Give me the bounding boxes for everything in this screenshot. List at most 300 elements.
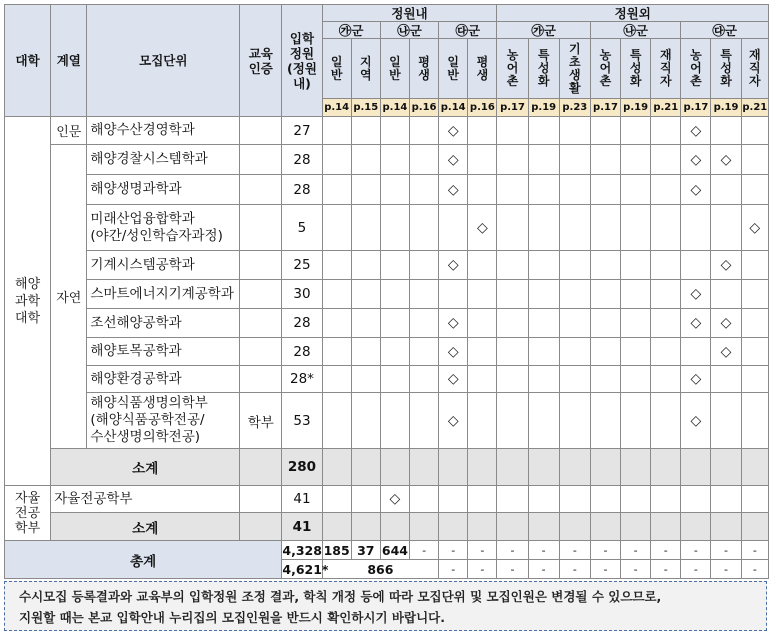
table-row — [5, 309, 769, 338]
mark-cell: ◇ — [439, 338, 468, 366]
quota-cell: 41 — [282, 486, 322, 513]
unit-name: 해양환경공학과 — [90, 370, 182, 387]
subtotal-empty — [351, 513, 380, 541]
page-ref: p.17 — [590, 99, 620, 117]
total-dash: - — [651, 541, 681, 560]
subtotal-empty — [651, 449, 681, 486]
subtotal-empty — [351, 449, 380, 486]
cert-cell — [240, 280, 282, 309]
mark-cell: ◇ — [711, 338, 741, 366]
page-ref: p.23 — [559, 99, 590, 117]
subtotal-blank — [240, 449, 282, 486]
page-ref: p.14 — [439, 99, 468, 117]
mark-cell — [322, 366, 351, 393]
mark-cell — [711, 175, 741, 205]
page-ref: p.14 — [380, 99, 409, 117]
quota-table — [4, 4, 769, 579]
header-col-label: 일반 — [389, 54, 401, 82]
unit-name: 해양식품생명의학부 — [90, 395, 208, 411]
mark-cell — [590, 117, 620, 145]
subtotal-row — [5, 449, 769, 486]
mark-cell — [351, 280, 380, 309]
page-ref: p.17 — [681, 99, 711, 117]
mark-cell — [468, 280, 497, 309]
mark-cell — [468, 251, 497, 280]
subtotal-empty — [439, 513, 468, 541]
table-row — [5, 338, 769, 366]
quota-cell: 27 — [282, 117, 322, 145]
quota-cell: 53 — [282, 393, 322, 449]
mark-cell: ◇ — [681, 280, 711, 309]
header-col-6 — [497, 39, 528, 99]
header-col-14 — [741, 39, 768, 99]
mark-cell — [468, 145, 497, 175]
mark-cell — [681, 251, 711, 280]
mark-cell — [528, 393, 559, 449]
mark-cell — [322, 175, 351, 205]
header-col-4 — [439, 39, 468, 99]
header-col-12 — [681, 39, 711, 99]
header-college: 대학 — [5, 5, 51, 117]
mark-cell — [322, 393, 351, 449]
header-col-10 — [621, 39, 651, 99]
mark-cell — [410, 145, 439, 175]
mark-cell — [621, 145, 651, 175]
page-ref: p.16 — [410, 99, 439, 117]
subtotal-empty — [322, 513, 351, 541]
mark-cell — [590, 175, 620, 205]
notice-line-2: 지원할 때는 본교 입학안내 누리집의 모집인원을 반드시 확인하시기 바랍니다. — [19, 610, 445, 625]
header-col-3 — [410, 39, 439, 99]
unit-name: 조선해양공학과 — [90, 314, 182, 331]
header-out-da: ㉰군 — [681, 22, 769, 39]
mark-cell — [410, 175, 439, 205]
subtotal-empty — [651, 513, 681, 541]
mark-cell — [741, 393, 768, 449]
header-in-quota: 정원내 — [322, 5, 497, 22]
mark-cell — [528, 338, 559, 366]
subtotal-empty — [410, 513, 439, 541]
unit-cell — [87, 309, 240, 338]
mark-cell — [741, 175, 768, 205]
mark-cell — [741, 145, 768, 175]
mark-cell — [621, 393, 651, 449]
unit-name: 미래산업융합학과 — [90, 210, 195, 227]
mark-cell — [741, 251, 768, 280]
subtotal-empty — [468, 513, 497, 541]
mark-cell: ◇ — [711, 309, 741, 338]
mark-cell — [528, 486, 559, 513]
total-dash: - — [528, 560, 559, 579]
table-row — [5, 251, 769, 280]
unit-cell — [87, 338, 240, 366]
header-in-ga: ㉮군 — [322, 22, 380, 39]
cert-cell — [240, 366, 282, 393]
mark-cell — [380, 309, 409, 338]
table-row — [5, 205, 769, 251]
mark-cell — [351, 393, 380, 449]
mark-cell — [497, 251, 528, 280]
field-cell: 자연 — [51, 145, 87, 449]
total-dash: - — [497, 541, 528, 560]
total-dash: - — [711, 541, 741, 560]
mark-cell — [651, 309, 681, 338]
mark-cell — [439, 486, 468, 513]
mark-cell — [621, 251, 651, 280]
header-in-da: ㉰군 — [439, 22, 497, 39]
mark-cell: ◇ — [439, 117, 468, 145]
mark-cell — [528, 175, 559, 205]
header-col-label: 일반 — [447, 54, 459, 82]
header-col-label: 농어촌 — [506, 48, 519, 88]
total-dash: - — [559, 541, 590, 560]
subtotal-empty — [741, 513, 768, 541]
mark-cell — [711, 117, 741, 145]
page-ref: p.14 — [322, 99, 351, 117]
mark-cell — [621, 309, 651, 338]
table-row — [5, 145, 769, 175]
total-dash: - — [410, 541, 439, 560]
unit-cell — [87, 175, 240, 205]
mark-cell — [410, 205, 439, 251]
page-ref: p.15 — [351, 99, 380, 117]
subtotal-empty — [322, 449, 351, 486]
mark-cell — [351, 145, 380, 175]
mark-cell — [468, 338, 497, 366]
cert-cell — [240, 251, 282, 280]
mark-cell — [651, 393, 681, 449]
unit-name-sub: (해양식품공학전공/ — [90, 412, 205, 428]
subtotal-empty — [681, 449, 711, 486]
mark-cell — [681, 486, 711, 513]
mark-cell: ◇ — [681, 145, 711, 175]
total-dash: - — [621, 541, 651, 560]
page-ref: p.19 — [621, 99, 651, 117]
mark-cell — [351, 205, 380, 251]
unit-name-sub: 수산생명의학전공) — [90, 429, 201, 445]
table-row — [5, 175, 769, 205]
header-col-label: 특성화 — [720, 48, 732, 88]
mark-cell: ◇ — [681, 309, 711, 338]
header-col-9 — [590, 39, 620, 99]
mark-cell — [741, 486, 768, 513]
mark-cell — [380, 393, 409, 449]
mark-cell — [322, 145, 351, 175]
total-dash: - — [621, 560, 651, 579]
unit-name: 해양토목공학과 — [90, 343, 182, 359]
mark-cell: ◇ — [711, 251, 741, 280]
mark-cell — [410, 366, 439, 393]
subtotal-label: 소계 — [51, 449, 240, 486]
total-dash: - — [741, 541, 768, 560]
mark-cell — [559, 205, 590, 251]
page-ref: p.16 — [468, 99, 497, 117]
mark-cell — [590, 366, 620, 393]
table-row — [5, 393, 769, 449]
mark-cell — [380, 251, 409, 280]
college-cell — [5, 486, 51, 541]
subtotal-row — [5, 513, 769, 541]
mark-cell — [322, 251, 351, 280]
quota-cell: 28 — [282, 309, 322, 338]
total-dash: - — [590, 541, 620, 560]
mark-cell: ◇ — [380, 486, 409, 513]
mark-cell — [651, 175, 681, 205]
mark-cell — [590, 338, 620, 366]
mark-cell — [410, 309, 439, 338]
mark-cell — [681, 205, 711, 251]
mark-cell — [322, 309, 351, 338]
mark-cell — [497, 366, 528, 393]
mark-cell — [559, 366, 590, 393]
total-label: 총계 — [5, 541, 282, 579]
header-col-8 — [559, 39, 590, 99]
mark-cell — [468, 175, 497, 205]
mark-cell — [621, 117, 651, 145]
cert-cell: 학부 — [240, 393, 282, 449]
header-col-label: 지역 — [359, 54, 372, 82]
mark-cell — [651, 205, 681, 251]
mark-cell — [528, 205, 559, 251]
page-ref: p.19 — [711, 99, 741, 117]
total-dash: - — [497, 560, 528, 579]
subtotal-empty — [528, 449, 559, 486]
mark-cell — [590, 145, 620, 175]
subtotal-empty — [410, 449, 439, 486]
subtotal-empty — [681, 513, 711, 541]
unit-name: 해양수산경영학과 — [90, 122, 195, 138]
unit-cell — [87, 145, 240, 175]
subtotal-empty — [380, 513, 409, 541]
header-col-label: 재직자 — [749, 48, 761, 88]
total-dash: - — [711, 560, 741, 579]
header-col-13 — [711, 39, 741, 99]
quota-cell: 28* — [282, 366, 322, 393]
total-dash: - — [681, 560, 711, 579]
mark-cell — [351, 338, 380, 366]
subtotal-empty — [559, 513, 590, 541]
cert-cell — [240, 175, 282, 205]
mark-cell — [380, 175, 409, 205]
mark-cell — [439, 280, 468, 309]
table-row — [5, 486, 769, 513]
subtotal-empty — [468, 449, 497, 486]
notice-line-1: 수시모집 등록결과와 교육부의 입학정원 조정 결과, 학칙 개정 등에 따라 모집단위 및 모집인원은 변경될 수 있으므로, — [19, 589, 662, 604]
mark-cell — [711, 366, 741, 393]
total-dash: - — [590, 560, 620, 579]
mark-cell — [651, 117, 681, 145]
unit-name: 스마트에너지기계공학과 — [90, 285, 234, 302]
mark-cell — [497, 205, 528, 251]
mark-cell — [497, 280, 528, 309]
mark-cell — [380, 205, 409, 251]
mark-cell: ◇ — [681, 366, 711, 393]
mark-cell — [741, 338, 768, 366]
header-col-2 — [380, 39, 409, 99]
mark-cell — [651, 486, 681, 513]
header-col-label: 농어촌 — [690, 48, 702, 88]
unit-cell — [87, 393, 240, 449]
unit-name: 기계시스템공학과 — [90, 256, 195, 273]
mark-cell — [559, 117, 590, 145]
mark-cell — [590, 309, 620, 338]
quota-cell: 28 — [282, 338, 322, 366]
mark-cell: ◇ — [711, 145, 741, 175]
mark-cell — [497, 486, 528, 513]
header-col-11 — [651, 39, 681, 99]
subtotal-empty — [621, 513, 651, 541]
unit-cell — [87, 280, 240, 309]
total-value: 644 — [381, 542, 408, 558]
subtotal-empty — [711, 449, 741, 486]
mark-cell — [468, 393, 497, 449]
mark-cell — [351, 175, 380, 205]
mark-cell — [351, 486, 380, 513]
notice-box — [4, 581, 767, 631]
mark-cell — [468, 486, 497, 513]
mark-cell — [651, 338, 681, 366]
mark-cell — [559, 251, 590, 280]
total-row — [5, 541, 769, 560]
mark-cell — [497, 117, 528, 145]
mark-cell — [468, 117, 497, 145]
unit-name-sub: (야간/성인학습자과정) — [90, 227, 223, 244]
mark-cell: ◇ — [439, 366, 468, 393]
mark-cell — [410, 117, 439, 145]
mark-cell — [528, 145, 559, 175]
mark-cell — [681, 338, 711, 366]
mark-cell — [468, 366, 497, 393]
subtotal-value: 280 — [282, 449, 322, 486]
mark-cell — [322, 205, 351, 251]
unit-cell: 자율전공학부 — [51, 486, 240, 513]
mark-cell — [528, 280, 559, 309]
subtotal-empty — [711, 513, 741, 541]
mark-cell — [651, 251, 681, 280]
mark-cell: ◇ — [468, 205, 497, 251]
mark-cell — [621, 280, 651, 309]
header-col-label: 일반 — [330, 54, 343, 82]
header-col-label: 특성화 — [537, 48, 550, 88]
total-dash: - — [681, 541, 711, 560]
mark-cell — [380, 145, 409, 175]
total-dash: - — [528, 541, 559, 560]
mark-cell: ◇ — [439, 145, 468, 175]
total-dash: - — [468, 560, 497, 579]
mark-cell — [410, 486, 439, 513]
mark-cell — [322, 280, 351, 309]
college-name: 해양과학대학 — [15, 276, 41, 326]
mark-cell — [497, 175, 528, 205]
mark-cell — [439, 205, 468, 251]
mark-cell — [410, 280, 439, 309]
mark-cell — [497, 145, 528, 175]
mark-cell — [528, 117, 559, 145]
mark-cell — [651, 280, 681, 309]
quota-cell: 30 — [282, 280, 322, 309]
mark-cell — [621, 338, 651, 366]
header-col-5 — [468, 39, 497, 99]
mark-cell — [351, 309, 380, 338]
mark-cell — [559, 280, 590, 309]
field-cell: 인문 — [51, 117, 87, 145]
page-ref: p.21 — [651, 99, 681, 117]
mark-cell — [590, 486, 620, 513]
subtotal-empty — [590, 513, 620, 541]
mark-cell — [528, 309, 559, 338]
subtotal-empty — [439, 449, 468, 486]
unit-name: 해양생명과학과 — [90, 181, 182, 197]
mark-cell — [711, 280, 741, 309]
quota-cell: 5 — [282, 205, 322, 251]
mark-cell — [741, 309, 768, 338]
total-quota: 4,328 — [282, 542, 322, 558]
cert-cell — [240, 205, 282, 251]
total-dash: - — [468, 541, 497, 560]
page-ref: p.19 — [528, 99, 559, 117]
table-row — [5, 280, 769, 309]
mark-cell: ◇ — [439, 251, 468, 280]
subtotal-empty — [497, 449, 528, 486]
mark-cell: ◇ — [681, 393, 711, 449]
mark-cell — [559, 393, 590, 449]
unit-cell — [87, 251, 240, 280]
mark-cell — [497, 338, 528, 366]
mark-cell — [528, 366, 559, 393]
mark-cell — [322, 117, 351, 145]
mark-cell — [559, 486, 590, 513]
subtotal-empty — [741, 449, 768, 486]
mark-cell — [410, 338, 439, 366]
header-col-label: 평생 — [418, 54, 430, 82]
mark-cell — [651, 145, 681, 175]
mark-cell — [621, 175, 651, 205]
total-quota: 4,621* — [282, 561, 329, 577]
header-quota: 입학정원(정원내) — [282, 5, 322, 117]
college-name: 자율전공학부 — [15, 490, 41, 536]
mark-cell — [741, 366, 768, 393]
mark-cell — [380, 338, 409, 366]
unit-name: 해양경찰시스템학과 — [90, 151, 208, 167]
mark-cell — [621, 366, 651, 393]
header-col-label: 재직자 — [659, 48, 672, 88]
header-unit: 모집단위 — [87, 5, 240, 117]
mark-cell — [410, 251, 439, 280]
mark-cell — [590, 393, 620, 449]
cert-cell — [240, 117, 282, 145]
header-col-label: 특성화 — [629, 48, 642, 88]
unit-cell — [87, 366, 240, 393]
mark-cell — [322, 338, 351, 366]
header-field: 계열 — [51, 5, 87, 117]
mark-cell — [351, 117, 380, 145]
header-col-label: 평생 — [476, 54, 489, 82]
mark-cell — [590, 280, 620, 309]
quota-cell: 28 — [282, 175, 322, 205]
mark-cell — [380, 366, 409, 393]
college-cell — [5, 117, 51, 486]
unit-cell — [87, 205, 240, 251]
mark-cell — [380, 280, 409, 309]
mark-cell — [351, 366, 380, 393]
subtotal-empty — [497, 513, 528, 541]
unit-cell — [87, 117, 240, 145]
subtotal-value: 41 — [282, 513, 322, 541]
mark-cell — [590, 205, 620, 251]
subtotal-blank — [240, 513, 282, 541]
total-dash: - — [741, 560, 768, 579]
header-cert: 교육인증 — [240, 5, 282, 117]
